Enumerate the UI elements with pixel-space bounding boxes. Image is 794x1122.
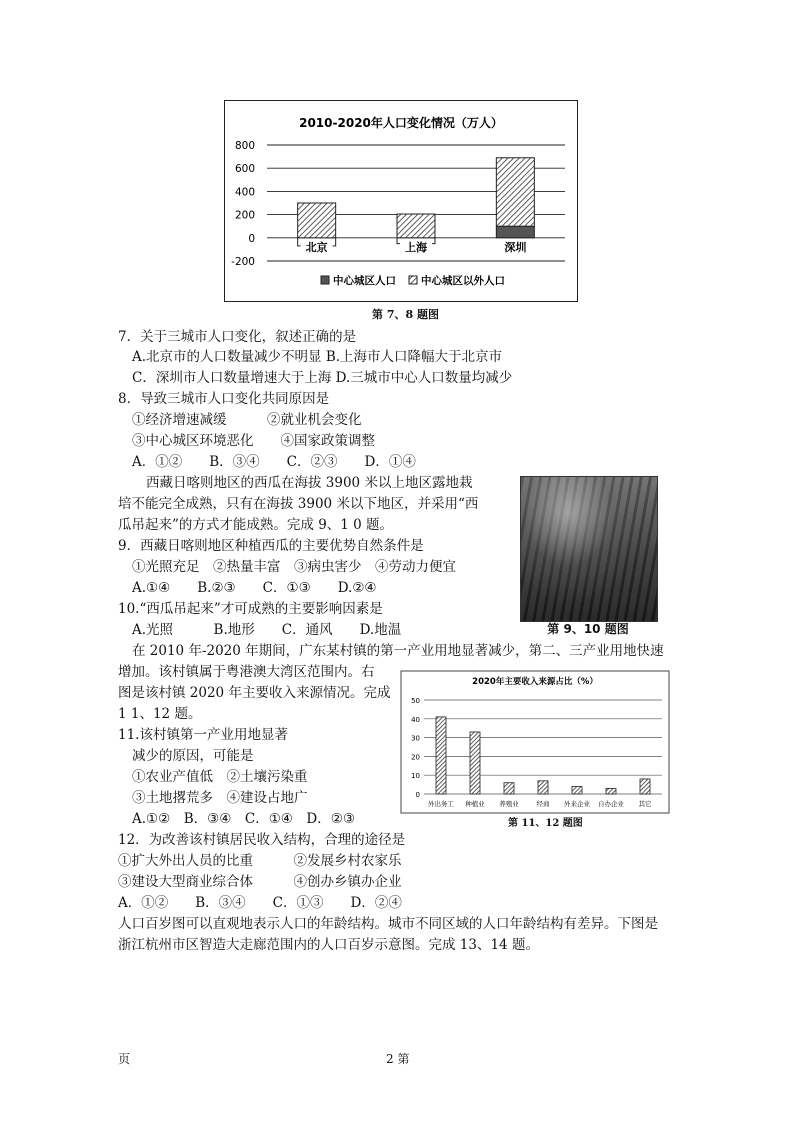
chart1-ytick-label: 600 — [234, 163, 255, 176]
chart2-category-label: 种植业 — [465, 800, 485, 808]
q8-options: A．①② B．③④ C．②③ D．①④ — [132, 454, 416, 470]
chart1-category-label: 北京 — [305, 240, 328, 254]
chart1-category-label: 深圳 — [504, 240, 527, 254]
q10-stem: 10.“西瓜吊起来”才可成熟的主要影响因素是 — [118, 601, 383, 617]
intro1314-line2: 浙江杭州市区智造大走廊范围内的人口百岁示意图。完成 13、14 题。 — [118, 937, 539, 953]
chart1-ytick-label: -200 — [231, 256, 255, 268]
intro1112-line3: 图是该村镇 2020 年主要收入来源情况。完成 — [118, 685, 391, 701]
q9-options: A.①④ B.②③ C．①③ D.②④ — [132, 580, 377, 596]
chart1-legend-swatch — [321, 276, 329, 284]
q11-options: A.①② B．③④ C．①④ D．②③ — [132, 811, 355, 827]
intro1112-line1: 在 2010 年-2020 年期间，广东某村镇的第一产业用地显著减少，第二、三产业用地快速 — [132, 643, 664, 659]
chart1-bar-outer — [298, 203, 336, 238]
q11-stem-1: 11.该村镇第一产业用地显著 — [118, 727, 288, 743]
q7-options-ab: A.北京市的人口数量减少不明显 B.上海市人口降幅大于北京市 — [132, 349, 503, 365]
chart2-bar — [436, 717, 446, 794]
q9-items: ①光照充足 ②热量丰富 ③病虫害少 ④劳动力便宜 — [132, 559, 456, 575]
chart1-ytick-label: 400 — [234, 186, 255, 199]
q7-options-cd: C．深圳市人口数量增速大于上海 D.三城市中心人口数量均减少 — [132, 370, 513, 386]
q11-stem-2: 减少的原因，可能是 — [132, 748, 254, 764]
photo-caption: 第 9、10 题图 — [547, 622, 629, 636]
figure1-caption: 第 7、8 题图 — [372, 308, 439, 321]
chart1-ytick-label: 200 — [234, 209, 255, 222]
chart2-bar — [640, 779, 650, 794]
q9-stem: 9．西藏日喀则地区种植西瓜的主要优势自然条件是 — [118, 538, 424, 554]
chart2-ytick-label: 0 — [415, 791, 420, 799]
chart2-category-label: 外出务工 — [428, 800, 454, 808]
intro1112-line4: 1 1、12 题。 — [118, 706, 202, 722]
greenhouse-watermelon-photo — [520, 476, 658, 622]
chart2-ytick-label: 40 — [411, 715, 420, 724]
chart2-category-label: 养殖业 — [499, 800, 519, 808]
q10-options: A.光照 B.地形 C．通风 D.地温 — [132, 622, 402, 638]
chart1-category-label: 上海 — [405, 240, 427, 254]
chart2-bar — [572, 786, 582, 794]
chart2-ytick-label: 10 — [411, 772, 420, 781]
intro1314-line1: 人口百岁图可以直观地表示人口的年龄结构。城市不同区域的人口年龄结构有差异。下图是 — [118, 916, 658, 932]
chart2-title: 2020年主要收入来源占比（%） — [472, 677, 598, 687]
q7-stem: 7．关于三城市人口变化，叙述正确的是 — [118, 329, 357, 345]
footer-page-number: 2 第 — [386, 1052, 410, 1066]
chart1-legend-swatch — [409, 276, 417, 284]
chart2-category-label: 经商 — [536, 800, 550, 808]
chart2-ytick-label: 50 — [411, 697, 420, 705]
chart1-bar-outer — [397, 214, 435, 238]
chart1-title: 2010-2020年人口变化情况（万人） — [299, 116, 503, 130]
footer-page-label: 页 — [118, 1052, 131, 1066]
chart1-ytick-label: 800 — [234, 140, 255, 152]
q11-items-34: ③土地撂荒多 ④建设占地广 — [132, 790, 308, 806]
q8-items-34: ③中心城区环境恶化 ④国家政策调整 — [132, 433, 375, 449]
chart1-ytick-label: 0 — [248, 232, 255, 245]
intro1112-line2: 增加。该村镇属于粤港澳大湾区范围内。右 — [118, 664, 375, 680]
q8-items-12: ①经济增速减缓 ②就业机会变化 — [132, 412, 362, 428]
population-change-chart — [225, 101, 577, 301]
chart2-bar — [606, 788, 616, 794]
chart2-bar — [504, 783, 514, 794]
q8-stem: 8．导致三城市人口变化共同原因是 — [118, 391, 330, 407]
q12-items-12: ①扩大外出人员的比重 ②发展乡村农家乐 — [118, 853, 402, 869]
intro910-line1: 西藏日喀则地区的西瓜在海拔 3900 米以上地区露地栽 — [146, 475, 473, 491]
chart1-legend-label: 中心城区人口 — [333, 275, 396, 287]
intro910-line2: 培不能完全成熟，只有在海拔 3900 米以下地区，并采用“西 — [118, 496, 479, 512]
chart2-category-label: 其它 — [638, 800, 652, 808]
chart1-bar-outer — [496, 158, 534, 226]
chart2-category-label: 自办企业 — [598, 800, 624, 808]
chart1-legend-label: 中心城区以外人口 — [421, 275, 505, 287]
chart2-ytick-label: 20 — [411, 753, 420, 762]
chart1-bar-central — [496, 226, 534, 238]
population-chart-frame — [224, 100, 578, 302]
chart2-ytick-label: 30 — [411, 734, 420, 743]
chart2-bar — [538, 781, 548, 794]
q12-items-34: ③建设大型商业综合体 ④创办乡镇办企业 — [118, 874, 402, 890]
intro910-line3: 瓜吊起来”的方式才能成熟。完成 9、1 0 题。 — [118, 517, 394, 533]
chart2-bar — [470, 732, 480, 794]
q12-stem: 12．为改善该村镇居民收入结构，合理的途径是 — [118, 832, 406, 848]
q12-options: A．①② B．③④ C．①③ D．②④ — [118, 895, 402, 911]
figure2-caption: 第 11、12 题图 — [508, 818, 583, 829]
chart2-category-label: 外来企业 — [564, 800, 590, 808]
income-source-chart — [400, 670, 670, 814]
q11-items-12: ①农业产值低 ②土壤污染重 — [132, 769, 308, 785]
